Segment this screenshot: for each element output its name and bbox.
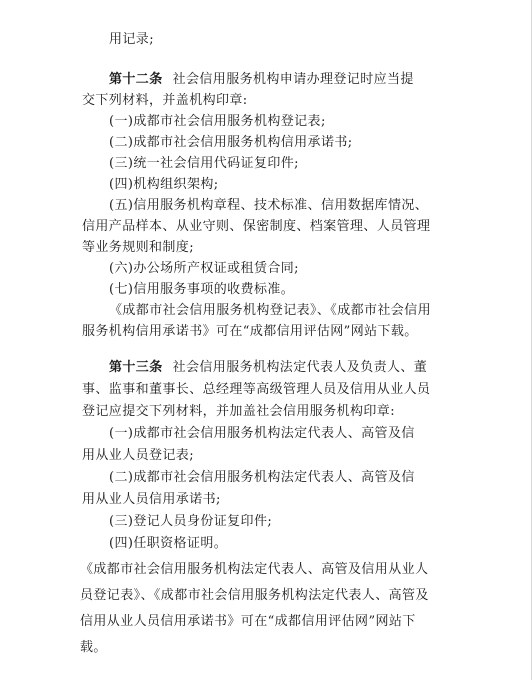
article-13-number: 第十三条 [109, 360, 163, 375]
article-13-intro-line-1: 社会信用服务机构法定代表人及负责人、董 [172, 360, 428, 375]
article-13-item-4: (四)任职资格证明。 [109, 536, 228, 551]
article-12-heading [109, 70, 414, 90]
article-12-note-line-1: 《成都市社会信用服务机构登记表》、《成都市社会信用 [109, 303, 432, 318]
article-12-item-5-line-3: 等业务规则和制度; [82, 240, 194, 255]
article-12-intro-line-2: 交下列材料，并盖机构印章: [82, 93, 248, 108]
article-12-item-5-line-1: (五)信用服务机构章程、技术标准、信用数据库情况、 [109, 198, 429, 213]
article-12-note-line-2: 服务机构信用承诺书》可在“成都信用评估网”网站下载。 [82, 324, 418, 339]
article-13-note-line-3: 信用从业人员信用承诺书》可在“成都信用评估网”网站下 [80, 614, 416, 629]
text-line-top: 用记录; [109, 32, 154, 47]
article-13-item-1-line-2: 用从业人员登记表; [82, 448, 194, 463]
article-13-item-2-line-1: (二)成都市社会信用服务机构法定代表人、高管及信 [109, 470, 415, 485]
article-12-intro-line-1: 社会信用服务机构申请办理登记时应当提 [172, 72, 414, 87]
article-12-item-6: (六)办公场所产权证或租赁合同; [109, 261, 299, 276]
article-13-item-3: (三)登记人员身份证复印件; [109, 514, 273, 529]
article-13-item-1-line-1: (一)成都市社会信用服务机构法定代表人、高管及信 [109, 426, 415, 441]
article-13-note-line-2: 员登记表》、《成都市社会信用服务机构法定代表人、高管及 [80, 588, 429, 603]
article-12-item-7: (七)信用服务事项的收费标准。 [109, 282, 295, 297]
article-12-item-1: (一)成都市社会信用服务机构登记表; [109, 114, 326, 129]
article-13-note-line-1: 《成都市社会信用服务机构法定代表人、高管及信用从业人 [80, 562, 429, 577]
article-12-item-4: (四)机构组织架构; [109, 177, 219, 192]
article-13-note-line-4: 载。 [80, 640, 107, 655]
article-13-heading [109, 358, 427, 378]
article-12-item-3: (三)统一社会信用代码证复印件; [109, 156, 299, 171]
article-12-number: 第十二条 [109, 72, 163, 87]
article-13-intro-line-3: 登记应提交下列材料，并加盖社会信用服务机构印章: [82, 404, 395, 419]
article-13-intro-line-2: 事、监事和董事长、总经理等高级管理人员及信用从业人员 [82, 382, 431, 397]
article-12-item-5-line-2: 信用产品样本、从业守则、保密制度、档案管理、人员管理 [82, 219, 431, 234]
article-13-item-2-line-2: 用从业人员信用承诺书; [82, 492, 221, 507]
article-12-item-2: (二)成都市社会信用服务机构信用承诺书; [109, 135, 353, 150]
